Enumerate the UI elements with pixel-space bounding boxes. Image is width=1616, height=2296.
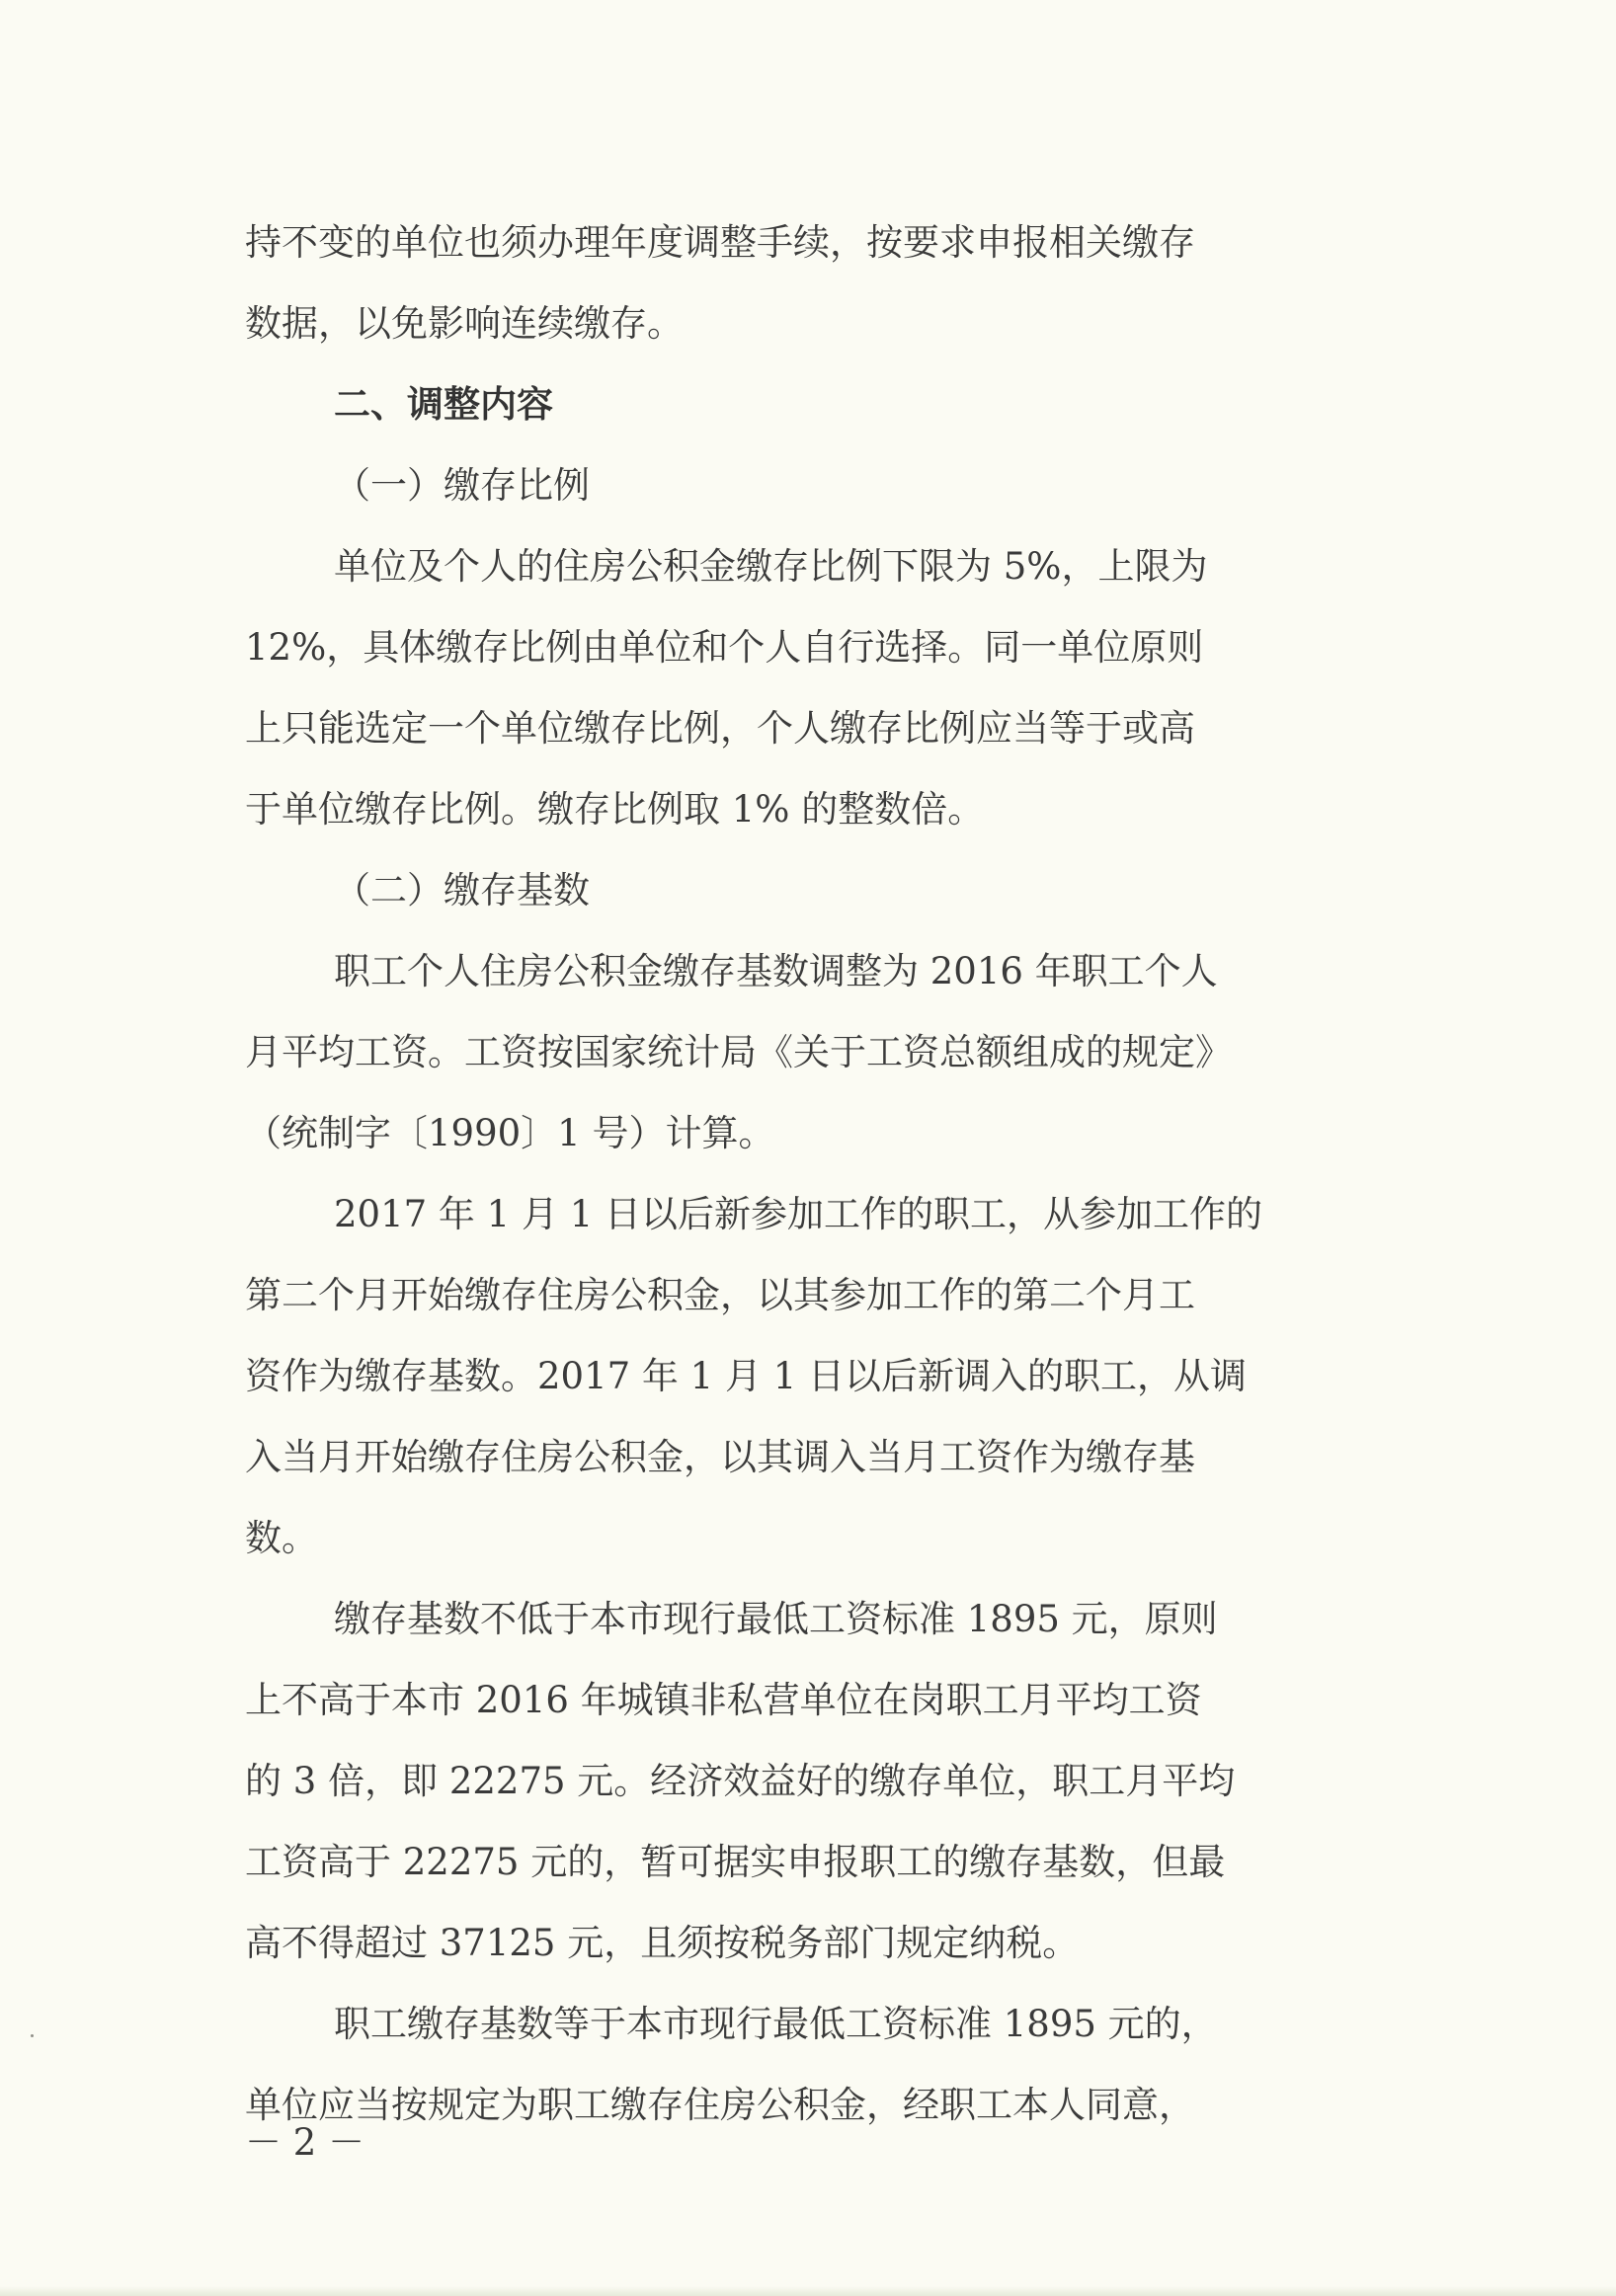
paragraph-line: [245, 2065, 1392, 2146]
text-segment: 12%，具体缴存比例由单位和个人自行选择。同一单位原则: [245, 626, 1204, 669]
page-number: － 2 －: [245, 2121, 365, 2164]
subsection-heading: [245, 850, 1392, 931]
text-segment: 持不变的单位也须办理年度调整手续，按要求申报相关缴存: [245, 221, 1195, 264]
section-heading: [245, 364, 1392, 445]
text-segment: （统制字〔1990〕1 号）计算。: [245, 1112, 775, 1154]
paragraph-line: [245, 202, 1392, 283]
text-segment: 月平均工资。工资按国家统计局《关于工资总额组成的规定》: [245, 1031, 1232, 1073]
paragraph-line: [245, 1336, 1392, 1417]
paragraph-line: [245, 1903, 1392, 1984]
text-segment: 2017 年 1 月 1 日以后新参加工作的职工，从参加工作的: [334, 1193, 1263, 1235]
paragraph-line: [245, 1579, 1392, 1660]
paragraph-line: [245, 1093, 1392, 1174]
paragraph-line: [245, 1984, 1392, 2065]
text-segment: 单位及个人的住房公积金缴存比例下限为 5%，上限为: [334, 545, 1208, 588]
paragraph-line: [245, 1822, 1392, 1903]
subsection-heading-text: （一）缴存比例: [334, 464, 590, 507]
text-segment: 高不得超过 37125 元，且须按税务部门规定纳税。: [245, 1922, 1080, 1964]
text-segment: 单位应当按规定为职工缴存住房公积金，经职工本人同意，: [245, 2084, 1195, 2126]
text-segment: 工资高于 22275 元的，暂可据实申报职工的缴存基数，但最: [245, 1841, 1226, 1883]
text-segment: 数。: [245, 1517, 318, 1559]
text-segment: 职工缴存基数等于本市现行最低工资标准 1895 元的，: [334, 2003, 1218, 2045]
paragraph-line: [245, 931, 1392, 1012]
scan-dust-mark: [31, 2034, 34, 2037]
paragraph-line: [245, 1498, 1392, 1579]
scan-bottom-edge: [0, 2286, 1616, 2296]
text-segment: 的 3 倍，即 22275 元。经济效益好的缴存单位，职工月平均: [245, 1760, 1236, 1802]
text-segment: 数据，以免影响连续缴存。: [245, 302, 684, 345]
paragraph-line: [245, 1417, 1392, 1498]
paragraph-line: [245, 769, 1392, 850]
text-segment: 资作为缴存基数。2017 年 1 月 1 日以后新调入的职工，从调: [245, 1355, 1248, 1397]
paragraph-line: [245, 1255, 1392, 1336]
paragraph-line: [245, 607, 1392, 688]
text-segment: 入当月开始缴存住房公积金，以其调入当月工资作为缴存基: [245, 1436, 1195, 1478]
paragraph-line: [245, 1012, 1392, 1093]
paragraph-line: [245, 283, 1392, 364]
text-segment: 职工个人住房公积金缴存基数调整为 2016 年职工个人: [334, 950, 1218, 992]
paragraph-line: [245, 526, 1392, 607]
subsection-heading-text: （二）缴存基数: [334, 869, 590, 911]
section-heading-text: 二、调整内容: [334, 383, 553, 426]
paragraph-line: [245, 1741, 1392, 1822]
text-segment: 于单位缴存比例。缴存比例取 1% 的整数倍。: [245, 788, 985, 831]
text-segment: 上只能选定一个单位缴存比例，个人缴存比例应当等于或高: [245, 707, 1195, 750]
document-body: [245, 202, 1392, 2146]
paragraph-line: [245, 1174, 1392, 1255]
text-segment: 缴存基数不低于本市现行最低工资标准 1895 元，原则: [334, 1598, 1218, 1640]
text-segment: 第二个月开始缴存住房公积金，以其参加工作的第二个月工: [245, 1274, 1195, 1316]
paragraph-line: [245, 1660, 1392, 1741]
text-segment: 上不高于本市 2016 年城镇非私营单位在岗职工月平均工资: [245, 1679, 1202, 1721]
subsection-heading: [245, 445, 1392, 526]
paragraph-line: [245, 688, 1392, 769]
